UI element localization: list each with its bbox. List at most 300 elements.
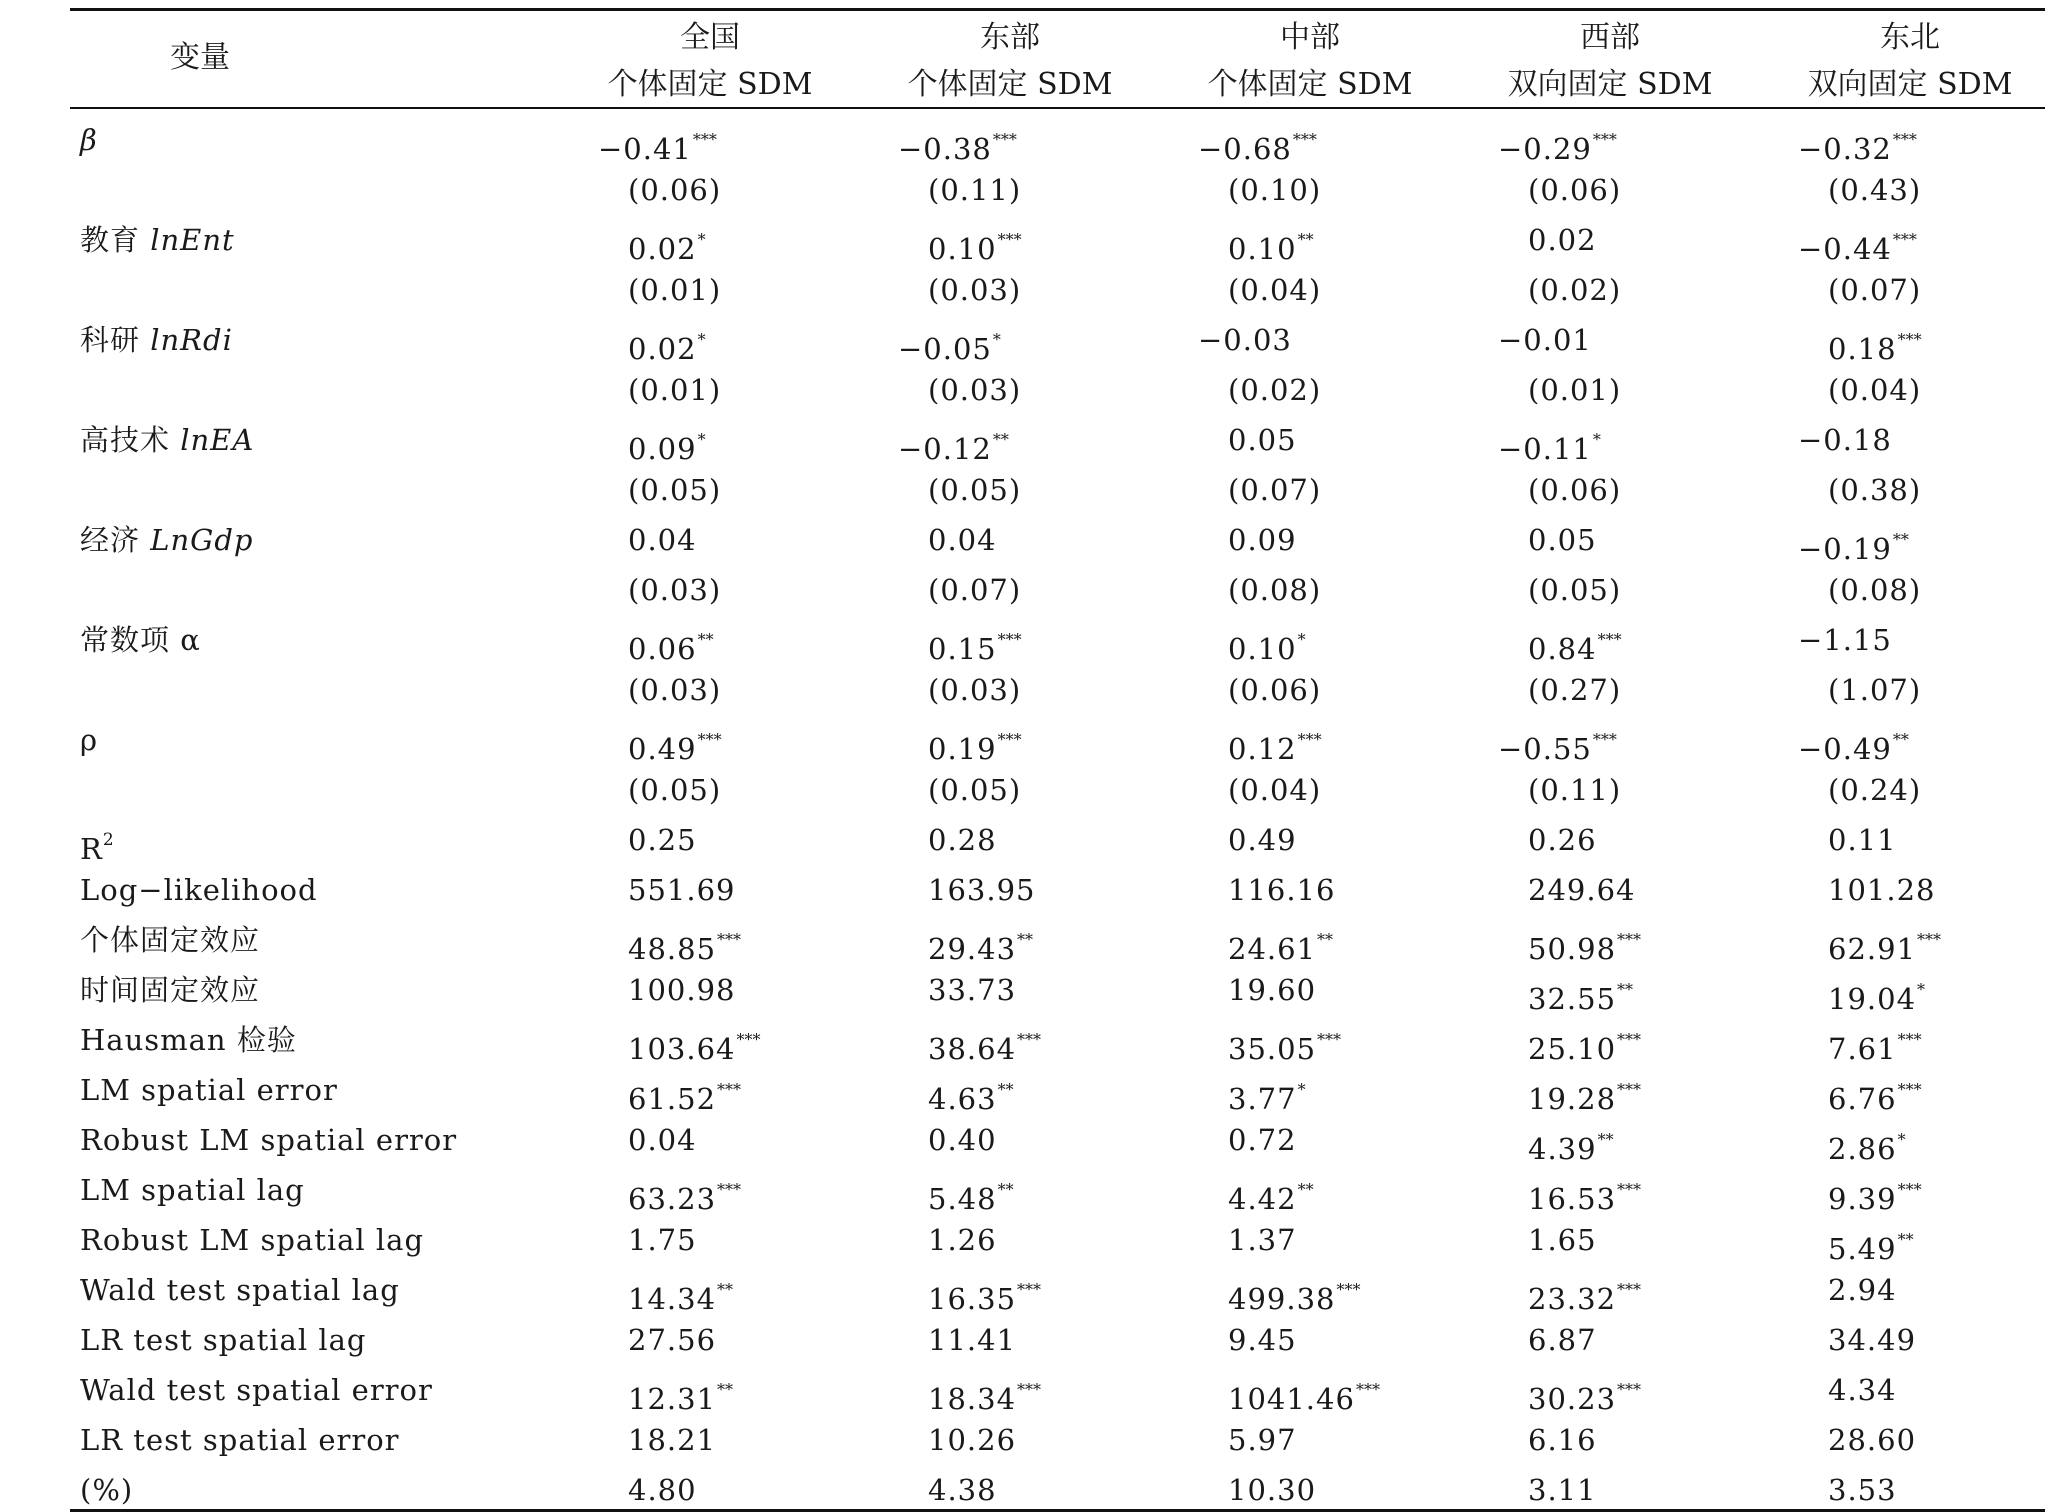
table-cell: [628, 1170, 888, 1216]
significance-stars: ***: [692, 130, 717, 149]
cell-value: 0.09: [628, 432, 697, 466]
significance-stars: ***: [1355, 1380, 1380, 1399]
cell-value: 11.41: [928, 1323, 1017, 1357]
significance-stars: ***: [1592, 130, 1617, 149]
cell-value: −0.18: [1798, 423, 1892, 457]
cell-value: (0.05): [628, 773, 722, 807]
cell-value: (0.11): [1528, 773, 1622, 807]
significance-stars: **: [1017, 930, 1034, 949]
significance-stars: **: [717, 1280, 734, 1299]
cell-value: 499.38: [1228, 1282, 1336, 1316]
row-label-part: 个体固定效应: [80, 923, 261, 957]
cell-value: 0.40: [928, 1123, 997, 1157]
significance-stars: *: [1897, 1130, 1906, 1149]
table-cell: [1528, 470, 1788, 510]
cell-value: 6.16: [1528, 1423, 1597, 1457]
table-cell: [1228, 570, 1488, 610]
cell-value: (0.06): [1228, 673, 1322, 707]
table-cell: [928, 570, 1188, 610]
cell-value: (0.01): [628, 373, 722, 407]
cell-value: 4.38: [928, 1473, 997, 1507]
significance-stars: ***: [717, 930, 742, 949]
row-label: [80, 420, 254, 460]
cell-value: 0.26: [1528, 823, 1597, 857]
table-cell: [1828, 1320, 2048, 1360]
cell-value: (0.11): [928, 173, 1022, 207]
table-cell: [928, 370, 1188, 410]
table-cell: [1528, 1470, 1788, 1510]
column-header-model: 双向固定 SDM: [1507, 67, 1713, 102]
table-cell: [1528, 1370, 1788, 1416]
table-cell: [628, 1120, 888, 1160]
table-cell: [1228, 1420, 1488, 1460]
table-cell: [928, 1420, 1188, 1460]
table-cell: [1828, 1170, 2048, 1216]
table-cell: [1528, 920, 1788, 966]
cell-value: 0.10: [928, 232, 997, 266]
table-cell: [628, 220, 888, 266]
cell-value: 50.98: [1528, 932, 1617, 966]
table-cell: [628, 270, 888, 310]
significance-stars: ***: [1017, 1030, 1042, 1049]
cell-value: 35.05: [1228, 1032, 1317, 1066]
table-cell: [1228, 220, 1488, 266]
table-cell: [1828, 1220, 2048, 1266]
cell-value: −1.15: [1798, 623, 1892, 657]
cell-value: 30.23: [1528, 1382, 1617, 1416]
table-cell: [1828, 1120, 2048, 1166]
cell-value: 0.04: [928, 523, 997, 557]
cell-value: (0.07): [1828, 273, 1922, 307]
row-label-part: 常数项 α: [80, 623, 201, 657]
column-header-model: 个体固定 SDM: [607, 67, 813, 102]
cell-value: 5.48: [928, 1182, 997, 1216]
table-cell: [628, 1220, 888, 1260]
cell-value: (0.02): [1528, 273, 1622, 307]
column-header-region: 中部: [1280, 20, 1340, 55]
significance-stars: ***: [1897, 1080, 1922, 1099]
table-cell: [1828, 170, 2048, 210]
cell-value: 0.05: [1528, 523, 1597, 557]
cell-value: 6.76: [1828, 1082, 1897, 1116]
cell-value: 63.23: [628, 1182, 717, 1216]
cell-value: 116.16: [1228, 873, 1336, 907]
significance-stars: ***: [1897, 1030, 1922, 1049]
table-cell: [1528, 1070, 1788, 1116]
significance-stars: *: [992, 330, 1001, 349]
significance-stars: ***: [1917, 930, 1942, 949]
table-cell: [1528, 370, 1788, 410]
table-cell: [1528, 170, 1788, 210]
table-cell: [1228, 170, 1488, 210]
significance-stars: **: [717, 1380, 734, 1399]
row-label-part: R: [80, 832, 103, 866]
cell-value: (0.43): [1828, 173, 1922, 207]
cell-value: 34.49: [1828, 1323, 1917, 1357]
row-label-part: lnEA: [180, 423, 255, 457]
table-cell: [1528, 870, 1788, 910]
significance-stars: ***: [1897, 330, 1922, 349]
row-label: [80, 1020, 297, 1060]
cell-value: 32.55: [1528, 982, 1617, 1016]
table-cell: [928, 620, 1188, 666]
table-cell: [1798, 220, 2048, 266]
cell-value: 0.19: [928, 732, 997, 766]
cell-value: (0.04): [1828, 373, 1922, 407]
table-cell: [1828, 370, 2048, 410]
cell-value: 61.52: [628, 1082, 717, 1116]
cell-value: 19.04: [1828, 982, 1917, 1016]
row-label: [80, 820, 115, 866]
significance-stars: **: [1892, 730, 1909, 749]
row-label-part: Log−likelihood: [80, 873, 318, 907]
table-cell: [1798, 420, 2048, 460]
table-cell: [1528, 570, 1788, 610]
table-cell: [1228, 720, 1488, 766]
column-header-region: 东北: [1880, 20, 1940, 55]
column-header-model: 双向固定 SDM: [1807, 67, 2013, 102]
table-cell: [1528, 1270, 1788, 1316]
cell-value: 19.60: [1228, 973, 1317, 1007]
table-cell: [1228, 670, 1488, 710]
cell-value: 0.49: [628, 732, 697, 766]
table-cell: [1498, 720, 1758, 766]
table-cell: [898, 420, 1158, 466]
significance-stars: ***: [1317, 1030, 1342, 1049]
table-cell: [1228, 820, 1488, 860]
table-cell: [1528, 1320, 1788, 1360]
significance-stars: *: [1917, 980, 1926, 999]
cell-value: 23.32: [1528, 1282, 1617, 1316]
table-cell: [1798, 720, 2048, 766]
cell-value: (0.10): [1228, 173, 1322, 207]
cell-value: 101.28: [1828, 873, 1936, 907]
table-cell: [628, 620, 888, 666]
cell-value: 3.53: [1828, 1473, 1897, 1507]
table-cell: [928, 920, 1188, 966]
table-cell: [1828, 820, 2048, 860]
cell-value: 0.02: [628, 332, 697, 366]
row-label-part: ρ: [80, 723, 99, 757]
table-cell: [928, 1370, 1188, 1416]
cell-value: 2.94: [1828, 1273, 1897, 1307]
table-cell: [1798, 520, 2048, 566]
cell-value: 249.64: [1528, 873, 1636, 907]
significance-stars: **: [1317, 930, 1334, 949]
table-cell: [1228, 1320, 1488, 1360]
table-cell: [1228, 1070, 1488, 1116]
cell-value: 0.28: [928, 823, 997, 857]
cell-value: 4.42: [1228, 1182, 1297, 1216]
table-cell: [1228, 970, 1488, 1010]
significance-stars: **: [997, 1080, 1014, 1099]
table-cell: [1228, 870, 1488, 910]
table-cell: [928, 1470, 1188, 1510]
cell-value: 0.25: [628, 823, 697, 857]
row-label-part: Wald test spatial lag: [80, 1273, 400, 1307]
significance-stars: ***: [1017, 1280, 1042, 1299]
table-cell: [1528, 770, 1788, 810]
cell-value: 0.10: [1228, 632, 1297, 666]
table-cell: [928, 1170, 1188, 1216]
table-cell: [1198, 320, 1458, 360]
cell-value: 1041.46: [1228, 1382, 1355, 1416]
row-label-part: LM spatial lag: [80, 1173, 305, 1207]
cell-value: 0.05: [1228, 423, 1297, 457]
significance-stars: ***: [736, 1030, 761, 1049]
row-label-part: lnEnt: [150, 223, 235, 257]
cell-value: (0.03): [928, 373, 1022, 407]
table-cell: [1798, 120, 2048, 166]
table-cell: [1228, 520, 1488, 560]
cell-value: 5.97: [1228, 1423, 1297, 1457]
row-label: [80, 1270, 400, 1310]
table-cell: [628, 170, 888, 210]
cell-value: 48.85: [628, 932, 717, 966]
cell-value: 9.45: [1228, 1323, 1297, 1357]
table-cell: [628, 920, 888, 966]
cell-value: (0.04): [1228, 773, 1322, 807]
cell-value: 3.77: [1228, 1082, 1297, 1116]
table-cell: [928, 870, 1188, 910]
cell-value: (0.03): [928, 673, 1022, 707]
cell-value: 6.87: [1528, 1323, 1597, 1357]
cell-value: −0.05: [898, 332, 992, 366]
cell-value: 4.63: [928, 1082, 997, 1116]
significance-stars: ***: [1617, 1030, 1642, 1049]
cell-value: −0.49: [1798, 732, 1892, 766]
table-cell: [1198, 120, 1458, 166]
table-cell: [628, 520, 888, 560]
table-cell: [928, 1220, 1188, 1260]
cell-value: −0.68: [1198, 132, 1292, 166]
row-label: [80, 1370, 433, 1410]
table-cell: [1528, 1170, 1788, 1216]
table-cell: [1228, 420, 1488, 460]
row-label-part: 经济: [80, 523, 151, 557]
table-cell: [1228, 270, 1488, 310]
cell-value: 0.18: [1828, 332, 1897, 366]
cell-value: 25.10: [1528, 1032, 1617, 1066]
table-cell: [1528, 1020, 1788, 1066]
significance-stars: **: [997, 1180, 1014, 1199]
table-cell: [928, 720, 1188, 766]
significance-stars: ***: [997, 730, 1022, 749]
table-cell: [1228, 1470, 1488, 1510]
cell-value: 3.11: [1528, 1473, 1597, 1507]
table-cell: [1228, 470, 1488, 510]
cell-value: (0.02): [1228, 373, 1322, 407]
cell-value: 163.95: [928, 873, 1036, 907]
cell-value: 4.34: [1828, 1373, 1897, 1407]
cell-value: −0.01: [1498, 323, 1592, 357]
significance-stars: **: [1897, 1230, 1914, 1249]
table-cell: [1828, 470, 2048, 510]
header-rule: [70, 107, 2045, 109]
significance-stars: ***: [992, 130, 1017, 149]
cell-value: −0.03: [1198, 323, 1292, 357]
cell-value: 38.64: [928, 1032, 1017, 1066]
row-label: [80, 1220, 424, 1260]
table-cell: [1228, 770, 1488, 810]
cell-value: 2.86: [1828, 1132, 1897, 1166]
row-label-part: (%): [80, 1473, 134, 1507]
table-cell: [1828, 870, 2048, 910]
table-cell: [1528, 520, 1788, 560]
table-cell: [1528, 970, 1788, 1016]
table-cell: [928, 520, 1188, 560]
cell-value: 10.30: [1228, 1473, 1317, 1507]
row-label-part: 科研: [80, 323, 151, 357]
cell-value: 551.69: [628, 873, 736, 907]
table-cell: [628, 320, 888, 366]
row-label-part: 时间固定效应: [80, 973, 261, 1007]
cell-value: (0.04): [1228, 273, 1322, 307]
table-cell: [1828, 970, 2048, 1016]
table-cell: [628, 1020, 888, 1066]
table-cell: [928, 1020, 1188, 1066]
table-cell: [1498, 420, 1758, 466]
row-label-part: Hausman 检验: [80, 1023, 297, 1057]
cell-value: 0.12: [1228, 732, 1297, 766]
cell-value: 0.72: [1228, 1123, 1297, 1157]
significance-stars: ***: [717, 1080, 742, 1099]
cell-value: (0.05): [928, 773, 1022, 807]
table-cell: [928, 820, 1188, 860]
significance-stars: *: [697, 430, 706, 449]
table-cell: [628, 1070, 888, 1116]
table-cell: [928, 770, 1188, 810]
significance-stars: **: [697, 630, 714, 649]
table-cell: [1528, 220, 1788, 260]
cell-value: 28.60: [1828, 1423, 1917, 1457]
cell-value: 33.73: [928, 973, 1017, 1007]
table-cell: [598, 120, 858, 166]
row-label: [80, 520, 253, 560]
row-label: [80, 1170, 305, 1210]
cell-value: 103.64: [628, 1032, 736, 1066]
row-label-part: lnRdi: [150, 323, 233, 357]
table-cell: [1828, 270, 2048, 310]
table-cell: [1228, 370, 1488, 410]
table-cell: [1828, 1070, 2048, 1116]
table-cell: [628, 820, 888, 860]
significance-stars: ***: [1617, 1080, 1642, 1099]
cell-value: 27.56: [628, 1323, 717, 1357]
significance-stars: ***: [1892, 230, 1917, 249]
row-label-part: LR test spatial lag: [80, 1323, 367, 1357]
significance-stars: ***: [697, 730, 722, 749]
cell-value: 7.61: [1828, 1032, 1897, 1066]
table-cell: [628, 1270, 888, 1316]
significance-stars: ***: [1617, 1380, 1642, 1399]
significance-stars: ***: [1336, 1280, 1361, 1299]
cell-value: 0.02: [1528, 223, 1597, 257]
table-cell: [1828, 1020, 2048, 1066]
table-cell: [628, 720, 888, 766]
table-cell: [1228, 1270, 1488, 1316]
table-cell: [898, 120, 1158, 166]
table-cell: [628, 420, 888, 466]
table-cell: [1498, 320, 1758, 360]
table-cell: [628, 470, 888, 510]
table-cell: [628, 970, 888, 1010]
significance-stars: **: [992, 430, 1009, 449]
table-cell: [1528, 670, 1788, 710]
significance-stars: **: [1617, 980, 1634, 999]
cell-value: 0.06: [628, 632, 697, 666]
table-cell: [1828, 670, 2048, 710]
table-cell: [1828, 1470, 2048, 1510]
column-header-model: 个体固定 SDM: [907, 67, 1113, 102]
cell-value: −0.11: [1498, 432, 1592, 466]
cell-value: (0.07): [928, 573, 1022, 607]
table-cell: [628, 1470, 888, 1510]
cell-value: 18.34: [928, 1382, 1017, 1416]
cell-value: 1.65: [1528, 1223, 1597, 1257]
cell-value: 10.26: [928, 1423, 1017, 1457]
table-cell: [928, 670, 1188, 710]
table-cell: [1228, 1170, 1488, 1216]
cell-value: 19.28: [1528, 1082, 1617, 1116]
column-header-region: 西部: [1580, 20, 1640, 55]
table-cell: [1828, 1420, 2048, 1460]
table-cell: [1528, 1120, 1788, 1166]
cell-value: 16.53: [1528, 1182, 1617, 1216]
significance-stars: ***: [1897, 1180, 1922, 1199]
cell-value: (0.38): [1828, 473, 1922, 507]
table-top-rule: [70, 8, 2045, 11]
cell-value: (1.07): [1828, 673, 1922, 707]
significance-stars: ***: [717, 1180, 742, 1199]
table-cell: [628, 670, 888, 710]
significance-stars: ***: [997, 230, 1022, 249]
cell-value: (0.03): [628, 673, 722, 707]
cell-value: 4.39: [1528, 1132, 1597, 1166]
cell-value: (0.27): [1528, 673, 1622, 707]
cell-value: 14.34: [628, 1282, 717, 1316]
table-cell: [898, 320, 1158, 366]
table-cell: [628, 1420, 888, 1460]
row-label-part: Wald test spatial error: [80, 1373, 433, 1407]
cell-value: 0.84: [1528, 632, 1597, 666]
table-cell: [1828, 320, 2048, 366]
table-cell: [928, 470, 1188, 510]
cell-value: 16.35: [928, 1282, 1017, 1316]
table-cell: [1828, 1370, 2048, 1410]
cell-value: (0.24): [1828, 773, 1922, 807]
cell-value: (0.01): [628, 273, 722, 307]
cell-value: 29.43: [928, 932, 1017, 966]
table-cell: [1228, 1220, 1488, 1260]
cell-value: −0.19: [1798, 532, 1892, 566]
cell-value: (0.03): [628, 573, 722, 607]
row-label: [80, 720, 98, 760]
cell-value: 1.26: [928, 1223, 997, 1257]
column-header-region: 全国: [680, 20, 740, 55]
cell-value: (0.01): [1528, 373, 1622, 407]
table-cell: [928, 170, 1188, 210]
cell-value: −0.44: [1798, 232, 1892, 266]
row-label: [80, 1120, 457, 1160]
cell-value: 18.21: [628, 1423, 717, 1457]
cell-value: −0.55: [1498, 732, 1592, 766]
significance-stars: ***: [1297, 730, 1322, 749]
row-label: [80, 1320, 366, 1360]
table-cell: [1228, 1370, 1488, 1416]
cell-value: 0.02: [628, 232, 697, 266]
significance-stars: ***: [1592, 730, 1617, 749]
